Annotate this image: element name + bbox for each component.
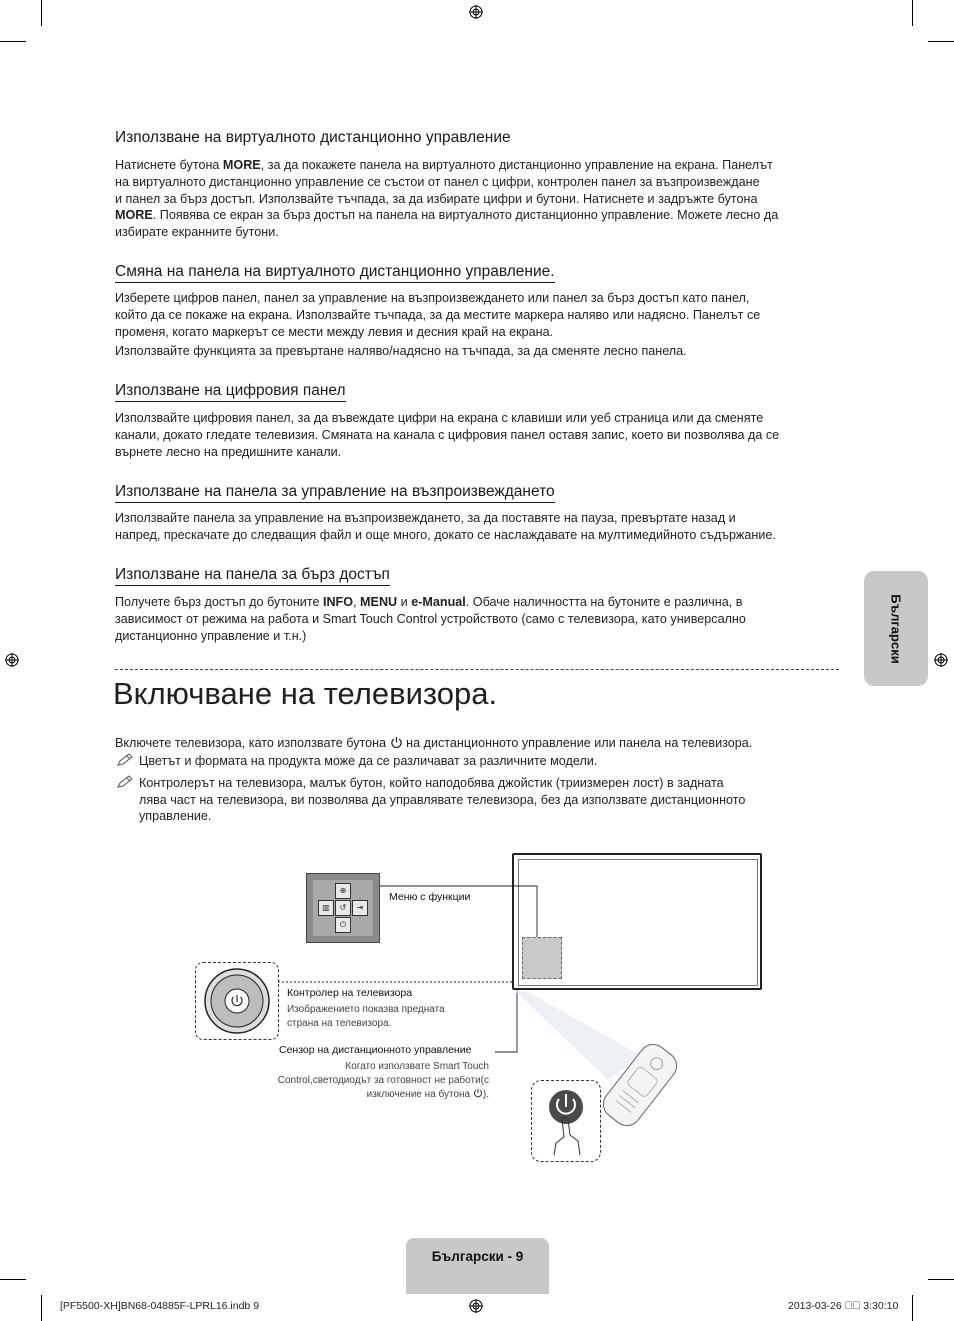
joystick-icon [202,967,272,1035]
button-name: MORE [222,158,261,172]
footer-file-info: [PF5500-XH]BN68-04885F-LPRL16.indb 9 [60,1300,260,1312]
button-name: MORE [115,208,153,223]
section-heading: Използване на панела за бърз достъп [115,566,390,586]
power-icon [473,1088,483,1098]
language-side-tab [864,571,928,686]
description-line [252,1088,489,1102]
button-name: MENU [360,595,398,609]
section-paragraph-extra: Използвайте функцията за превъртане наляво/надясно на тъчпада, за да сменяте лесно панела. [115,344,687,358]
hand-power-icon [540,1085,592,1157]
section-heading: Смяна на панела на виртуалното дистанционно управление. [115,263,555,283]
menu-icon: ▥ [318,900,334,916]
paragraph-line: на виртуалното дистанционно управление се състои от панел с цифри, контролен панел за възпроизвеждане [115,174,760,189]
paragraph-line: който да се покаже на екрана. Използвайте тъчпада, за да местите маркера наляво или надясно. Панелът се [115,307,761,322]
note-text: лява част на телевизора, ви позволява да управлявате телевизора, без да използвате дистанционното [139,792,746,807]
description-line: Control,светодиодът за готовност не работи(с [277,1075,489,1086]
leader-line-controller [278,982,513,985]
paragraph-line: и панел за бърз достъп. Използвайте тъчпада, за да избирате цифри и бутони. Натиснете и задръжте бутона [115,191,758,206]
note-text: Контролерът на телевизора, малък бутон, който наподобява джойстик (триизмерен лост) в задната [139,776,724,790]
paragraph-line: дистанционно управление и т.н.) [115,628,307,643]
paragraph-line: зависимост от режима на работа и Smart Touch Control устройството (само с телевизора, като универсално [115,611,746,626]
controller-label: Контролер на телевизора [287,987,413,999]
description-line: страна на телевизора. [287,1018,392,1029]
note-text: управление. [139,809,212,824]
paragraph-line: върнете лесно на предишните канали. [115,444,342,459]
text-run: Включете телевизора, като използвате бутона [115,736,387,750]
footer-timestamp: 2013-03-26 ￿￿ 3:30:10 [788,1300,899,1312]
menu-label: Меню с функции [389,891,471,903]
controller-description [287,1003,445,1031]
text-run: , за да покажете панела на виртуалното дистанционно управление на екрана. Панелът [260,158,773,172]
paragraph-line: избирате екранните бутони. [115,225,279,240]
paragraph-line: напред, прескачате до следващия файл и още много, докато се наслаждавате на мултимедийното съдържание. [115,527,776,542]
paragraph-line: Използвайте цифровия панел, за да въвеждате цифри на екрана с клавиши или уеб страница или да сменяте [115,411,764,425]
section-heading: Използване на виртуалното дистанционно управление [115,129,511,146]
paragraph-line: Използвайте панела за управление на възпроизвеждането, за да поставяте на пауза, превъртате назад и [115,511,736,525]
text-run: . Обаче наличността на бутоните е различна, в [465,595,743,609]
text-run: на дистанционното управление или панела на телевизора. [406,736,753,750]
page-number-tab [406,1238,549,1294]
text-run: Натиснете бутона [115,158,223,172]
section-heading: Използване на панела за управление на възпроизвеждането [115,483,555,503]
paragraph-line: канали, докато гледате телевизия. Смяната на канала с цифровия панел оставя запис, което ви позволява да се [115,427,780,442]
text-run: , [353,595,361,609]
paragraph-line: Изберете цифров панел, панел за управление на възпроизвеждането или панел за бърз достъп като панел, [115,291,750,305]
text-run: . Появява се екран за бърз достъп на панела на виртуалното дистанционно управление. Можете лесно да [152,208,779,223]
section-heading: Използване на цифровия панел [115,382,346,402]
leader-line-sensor [495,988,517,1052]
note-text: Цветът и формата на продукта може да се различават за различните модели. [139,754,598,768]
sensor-description [252,1060,489,1102]
text-run: изключение на бутона [366,1089,471,1100]
channel-icon: ⊕ [335,883,351,899]
page-title: Включване на телевизора. [113,676,498,711]
text-run: и [397,595,412,609]
page-number: Български - 9 [431,1249,524,1264]
power-press-illustration [531,1080,601,1162]
smart-touch-remote-icon [590,1040,690,1130]
side-tab-label: Български [888,593,904,664]
source-icon: ⇥ [352,900,368,916]
text-run: Получете бърз достъп до бутоните [115,595,323,609]
controller-illustration [195,962,279,1040]
description-line: Когато използвате Smart Touch [345,1061,489,1072]
return-icon: ↺ [335,900,351,916]
paragraph-line: променя, когато маркерът се мести между левия и десния край на екрана. [115,324,554,339]
power-icon: ⏻ [335,917,351,933]
function-menu-illustration [306,873,380,943]
description-line: Изображението показва предната [287,1004,445,1015]
text-run: ). [482,1089,489,1100]
sensor-label: Сензор на дистанционното управление [279,1044,472,1056]
button-name: e-Manual [411,595,466,609]
button-name: INFO [322,595,354,609]
